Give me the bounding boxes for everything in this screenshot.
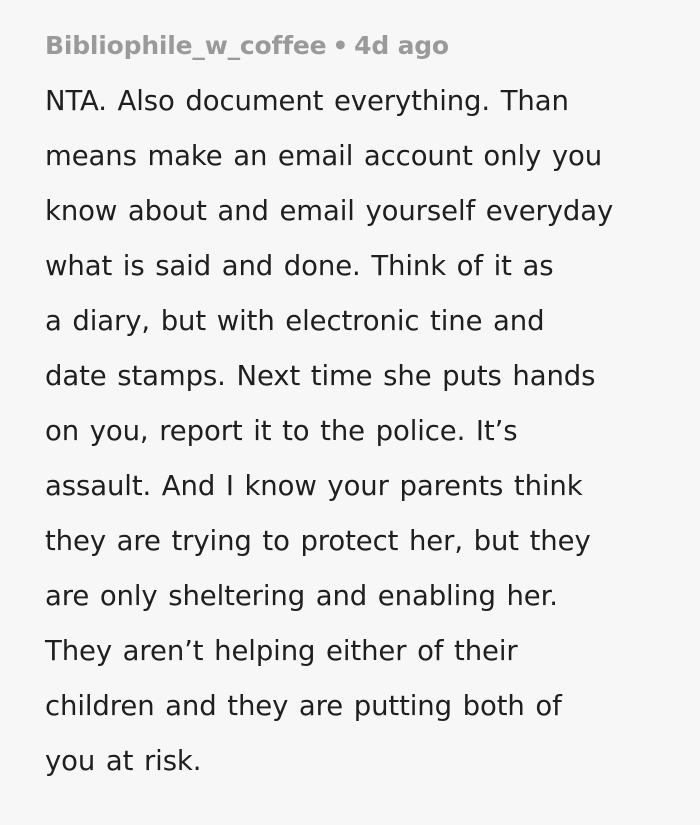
comment-line: are only sheltering and enabling her.: [45, 580, 558, 612]
comment-line: means make an email account only you: [45, 140, 603, 172]
comment-line: They aren’t helping either of their: [45, 635, 518, 667]
comment-line: you at risk.: [45, 745, 202, 777]
comment-line: on you, report it to the police. It’s: [45, 415, 518, 447]
comment-timestamp: 4d ago: [354, 30, 449, 60]
comment-line: they are trying to protect her, but they: [45, 525, 591, 557]
comment-line: what is said and done. Think of it as: [45, 250, 554, 282]
comment-line: assault. And I know your parents think: [45, 470, 583, 502]
meta-separator: •: [332, 30, 349, 60]
comment-meta: [45, 28, 655, 62]
comment-username[interactable]: Bibliophile_w_coffee: [45, 30, 327, 60]
comment-line: children and they are putting both of: [45, 690, 562, 722]
comment-body: [45, 74, 663, 789]
comment-line: know about and email yourself everyday: [45, 195, 614, 227]
comment-line: date stamps. Next time she puts hands: [45, 360, 596, 392]
comment-line: NTA. Also document everything. Than: [45, 85, 569, 117]
comment-line: a diary, but with electronic tine and: [45, 305, 545, 337]
